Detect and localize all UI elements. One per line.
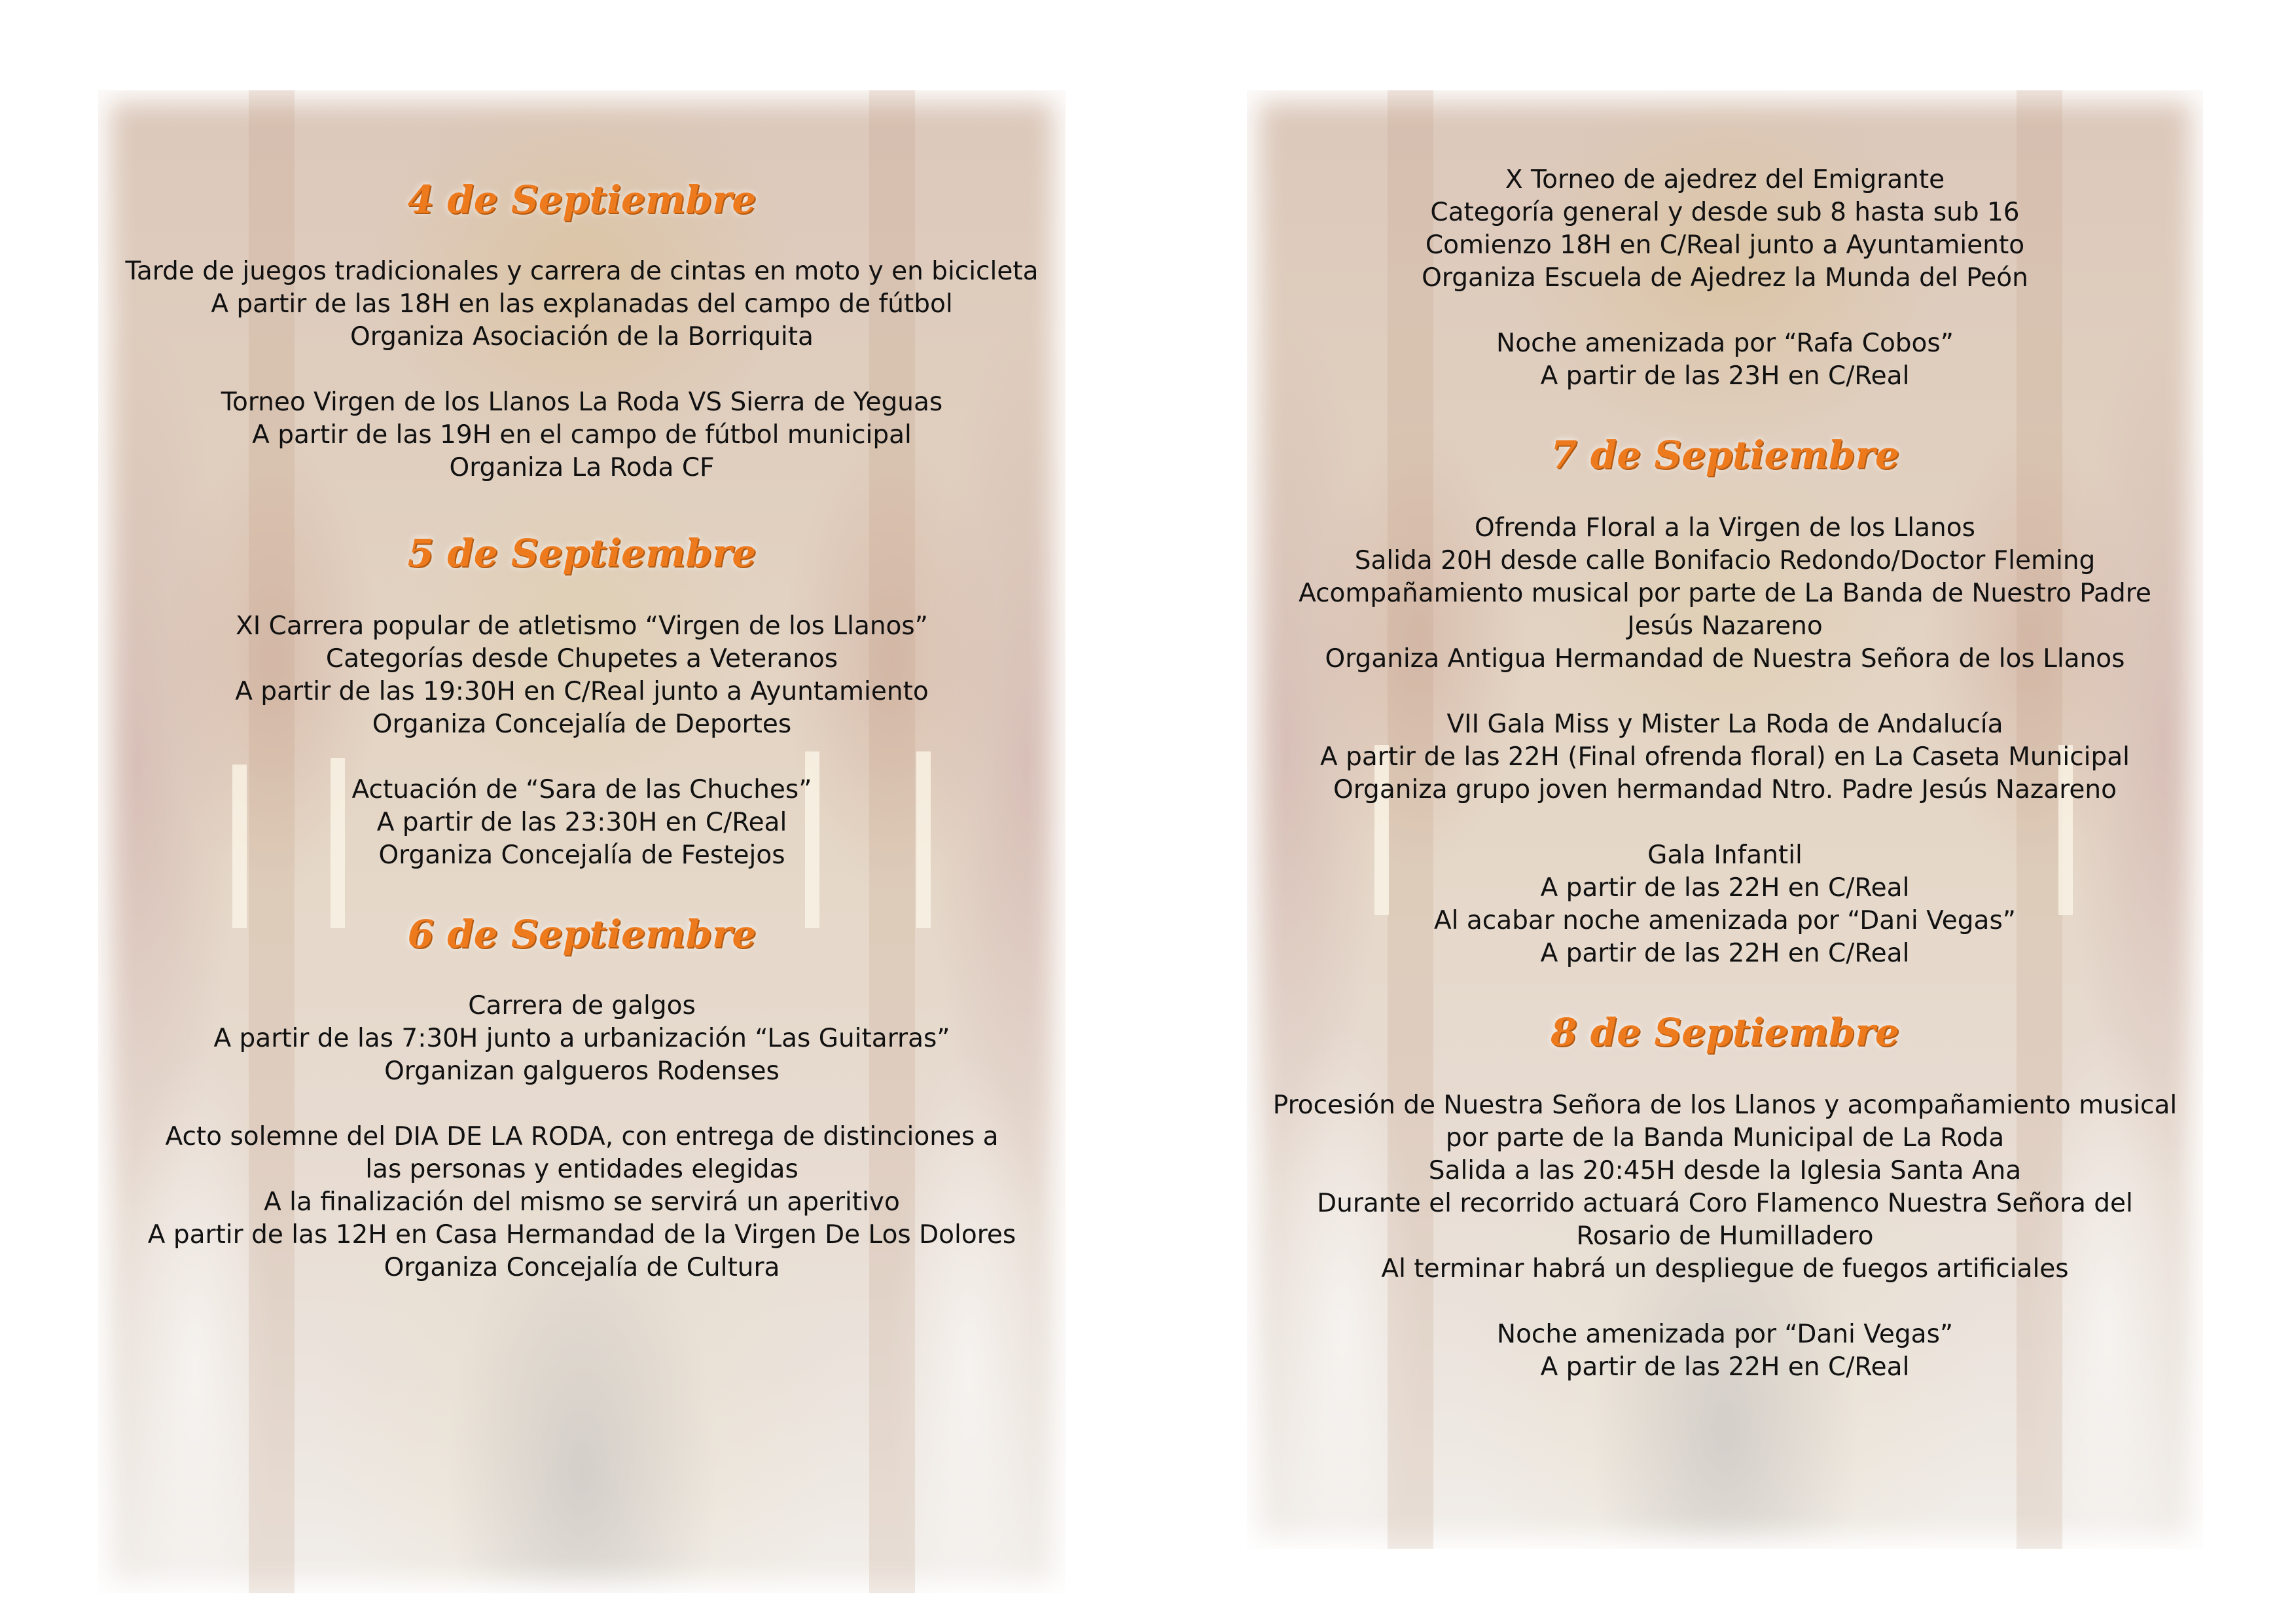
event-line: A partir de las 23H en C/Real: [1540, 361, 1910, 391]
event-line: Acto solemne del DIA DE LA RODA, con entrega de distinciones a: [165, 1122, 999, 1151]
event-line: A partir de las 19:30H en C/Real junto a Ayuntamiento: [235, 677, 929, 706]
event-line: Salida a las 20:45H desde la Iglesia Santa Ana: [1428, 1156, 2022, 1185]
event-line: XI Carrera popular de atletismo “Virgen de los Llanos”: [236, 611, 928, 641]
event-line: Organiza Asociación de la Borriquita: [350, 322, 814, 352]
event-line: Durante el recorrido actuará Coro Flamenco Nuestra Señora del: [1317, 1189, 2133, 1218]
event-line: A partir de las 12H en Casa Hermandad de la Virgen De Los Dolores: [147, 1220, 1016, 1250]
event-line: Ofrenda Floral a la Virgen de los Llanos: [1475, 513, 1975, 543]
event-line: Noche amenizada por “Rafa Cobos”: [1496, 329, 1954, 358]
event-line: A partir de las 22H en C/Real: [1540, 873, 1910, 903]
event-line: Tarde de juegos tradicionales y carrera de cintas en moto y en bicicleta: [125, 257, 1039, 286]
right-page: [1247, 90, 2203, 1549]
event-line: Rosario de Humilladero: [1576, 1221, 1874, 1251]
event-line: X Torneo de ajedrez del Emigrante: [1505, 165, 1945, 194]
event-line: A la finalización del mismo se servirá un aperitivo: [264, 1187, 900, 1217]
day-heading: 6 de Septiembre: [407, 912, 757, 956]
event-line: A partir de las 23:30H en C/Real: [376, 808, 787, 837]
event-line: Noche amenizada por “Dani Vegas”: [1496, 1320, 1954, 1349]
event-line: las personas y entidades elegidas: [365, 1155, 798, 1184]
day-heading: 8 de Septiembre: [1551, 1010, 1899, 1055]
event-line: A partir de las 7:30H junto a urbanización “Las Guitarras”: [213, 1024, 950, 1053]
left-program: [98, 90, 1066, 1284]
event-line: Organiza Antigua Hermandad de Nuestra Señora de los Llanos: [1325, 644, 2125, 674]
event-line: Organiza Concejalía de Cultura: [384, 1253, 780, 1282]
event-line: Organiza Escuela de Ajedrez la Munda del Peón: [1422, 263, 2028, 293]
day-heading: 7 de Septiembre: [1551, 433, 1899, 477]
right-program: [1247, 90, 2203, 1384]
event-line: Torneo Virgen de los Llanos La Roda VS Sierra de Yeguas: [221, 388, 943, 417]
event-line: Al terminar habrá un despliegue de fuegos artificiales: [1381, 1254, 2069, 1284]
event-line: A partir de las 22H en C/Real: [1540, 939, 1910, 968]
event-line: Organiza Concejalía de Festejos: [378, 840, 785, 870]
event-line: Procesión de Nuestra Señora de los Llanos y acompañamiento musical: [1272, 1091, 2178, 1120]
event-line: Jesús Nazareno: [1627, 611, 1823, 641]
event-line: A partir de las 22H en C/Real: [1540, 1352, 1910, 1382]
event-line: Acompañamiento musical por parte de La Banda de Nuestro Padre: [1299, 579, 2151, 608]
event-line: VII Gala Miss y Mister La Roda de Andalucía: [1446, 710, 2003, 739]
event-line: A partir de las 18H en las explanadas del campo de fútbol: [211, 289, 953, 319]
event-line: Comienzo 18H en C/Real junto a Ayuntamiento: [1425, 230, 2025, 260]
event-line: Organiza La Roda CF: [449, 453, 715, 482]
event-line: Al acabar noche amenizada por “Dani Vegas”: [1434, 906, 2016, 935]
day-heading: 5 de Septiembre: [407, 531, 757, 575]
event-line: Categoría general y desde sub 8 hasta sub 16: [1430, 198, 2020, 227]
event-line: Gala Infantil: [1647, 840, 1803, 870]
day-heading: 4 de Septiembre: [407, 177, 757, 222]
event-line: Carrera de galgos: [468, 991, 696, 1020]
event-line: Organiza Concejalía de Deportes: [372, 710, 792, 739]
event-line: A partir de las 19H en el campo de fútbol municipal: [252, 420, 912, 450]
event-line: Actuación de “Sara de las Chuches”: [351, 775, 812, 804]
event-line: Categorías desde Chupetes a Veteranos: [325, 644, 838, 674]
event-line: Organiza grupo joven hermandad Ntro. Padre Jesús Nazareno: [1333, 775, 2117, 804]
event-line: A partir de las 22H (Final ofrenda floral) en La Caseta Municipal: [1320, 742, 2130, 772]
left-page: [98, 90, 1066, 1593]
event-line: por parte de la Banda Municipal de La Roda: [1445, 1123, 2005, 1153]
event-line: Organizan galgueros Rodenses: [384, 1056, 780, 1086]
event-line: Salida 20H desde calle Bonifacio Redondo/Doctor Fleming: [1354, 546, 2096, 575]
